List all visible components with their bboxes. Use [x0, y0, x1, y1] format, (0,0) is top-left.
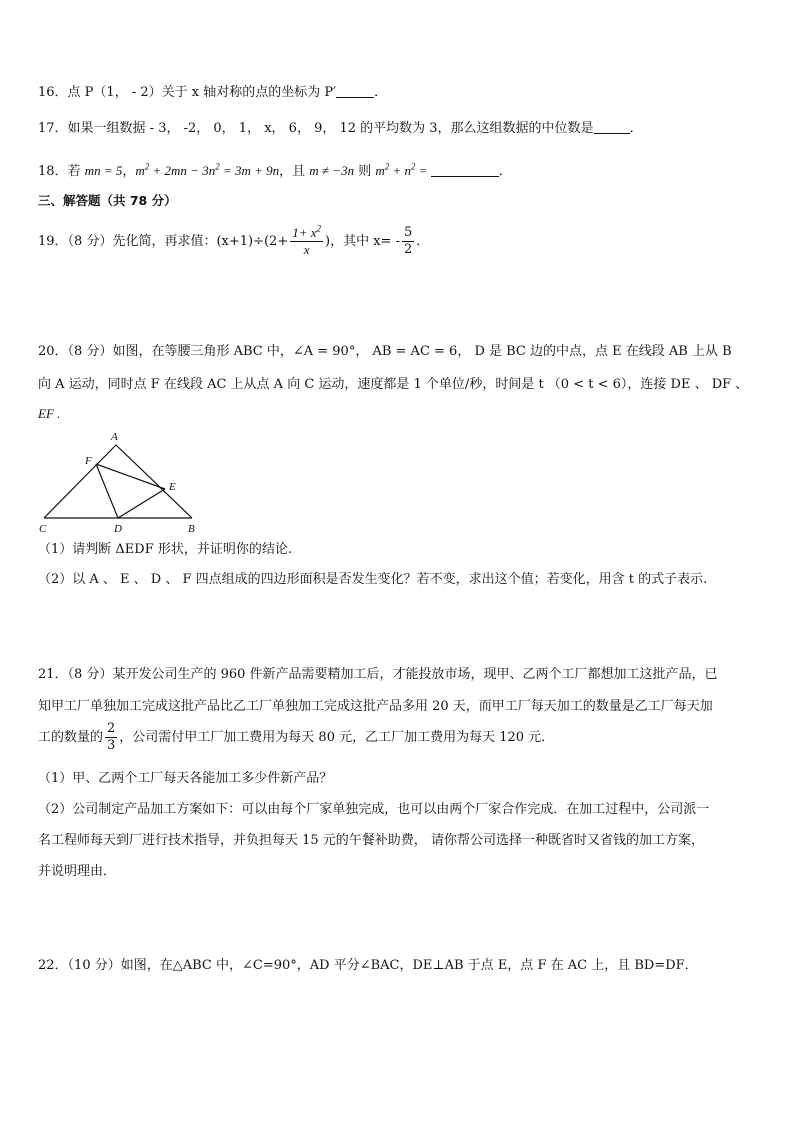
q21-fraction	[105, 721, 117, 754]
q19-frac-num: 1+ x	[292, 225, 317, 240]
edge-CA	[44, 445, 116, 518]
q18-eq2c: = 3m + 9n	[219, 163, 280, 178]
q21-frac-num: 2	[107, 721, 116, 736]
q21-line-1: 21．（8 分）某开发公司生产的 960 件新产品需要精加工后，才能投放市场，现甲、乙两个工厂都想加工这批产品，已	[38, 667, 718, 682]
q18-eq2b: + 2mn − 3n	[149, 163, 216, 178]
q20-sub-1: （1）请判断 ΔEDF 形状，并证明你的结论.	[38, 542, 292, 557]
q19-mid: )，其中 x= -	[325, 234, 400, 249]
segment-EF	[96, 464, 165, 489]
q17-answer-blank	[594, 121, 630, 134]
q22-line-1: 22．（10 分）如图，在△ABC 中，∠C=90°，AD 平分∠BAC，DE⊥AB 于点 E，点 F 在 AC 上，且 BD=DF．	[38, 958, 698, 973]
label-B: B	[188, 523, 195, 535]
q17-tail: ．	[629, 121, 643, 136]
question-19	[38, 224, 429, 260]
label-C: C	[39, 523, 47, 535]
q21-line3-pre: 工的数量的	[38, 730, 104, 745]
edge-AB	[116, 445, 192, 518]
section-3-title: 三、解答题（共 78 分）	[38, 193, 177, 208]
question-17	[38, 120, 643, 138]
q21-sub-2-line-1: （2）公司制定产品加工方案如下：可以由每个厂家单独完成，也可以由两个厂家合作完成．在加工过程中，公司派一	[38, 802, 710, 817]
question-18	[38, 162, 512, 181]
q19-value-fraction	[402, 225, 414, 258]
q18-sep2: ，且	[279, 164, 310, 179]
q21-sub-1: （1）甲、乙两个工厂每天各能加工多少件新产品？	[38, 771, 333, 786]
label-F: F	[85, 455, 92, 467]
q21-sub-2-line-3: 并说明理由．	[38, 864, 117, 879]
q16-text: 16．点 P（1， - 2）关于 x 轴对称的点的坐标为 P′	[38, 85, 337, 100]
q18-answer-blank	[431, 164, 499, 177]
segment-DE	[118, 489, 165, 518]
q18-tail: ．	[498, 164, 512, 179]
q18-prefix: 18．若	[38, 164, 85, 179]
q18-eq4a: m	[375, 163, 385, 178]
q16-tail: ．	[374, 85, 388, 100]
q19-val-den: 2	[403, 242, 413, 257]
q17-text: 17．如果一组数据 - 3， -2， 0， 1， x， 6， 9， 12 的平均数为 3，那么这组数据的中位数是	[38, 121, 594, 136]
q19-prefix: 19．（8 分）先化简，再求值：(x+1)÷(2+	[38, 234, 289, 249]
q20-line-3: EF .	[38, 406, 61, 421]
label-A: A	[111, 431, 118, 443]
q21-line-2: 知甲工厂单独加工完成这批产品比乙工厂单独加工完成这批产品多用 20 天，而甲工厂每天加工的数量是乙工厂每天加	[38, 699, 713, 714]
q18-eq1: mn = 5	[84, 163, 123, 178]
q19-frac-den: x	[303, 242, 310, 257]
q21-frac-den: 3	[107, 738, 116, 753]
q19-fraction: $\frac{1+ x^2}{x}$	[292, 223, 322, 257]
q18-sep1: ，	[122, 164, 136, 179]
triangle-figure	[34, 428, 234, 538]
q20-line-1: 20．（8 分）如图，在等腰三角形 ABC 中，∠A = 90°， AB = AC = 6， D 是 BC 边的中点，点 E 在线段 AB 上从 B	[38, 344, 732, 359]
q18-eq2a: m	[135, 163, 145, 178]
q19-val-num: 5	[403, 225, 413, 240]
q21-sub-2-line-2: 名工程师每天到厂进行技术指导，并负担每天 15 元的午餐补助费， 请你帮公司选择一种既省时又省钱的加工方案，	[38, 833, 704, 848]
q20-line-2: 向 A 运动，同时点 F 在线段 AC 上从点 A 向 C 运动，速度都是 1 个单位/秒，时间是 t （0 < t < 6），连接 DE 、 DF 、	[38, 377, 749, 392]
q18-then: 则	[354, 164, 376, 179]
q21-line3-post: ，公司需付甲工厂加工费用为每天 80 元，乙工厂加工费用为每天 120 元．	[119, 730, 555, 745]
question-16	[38, 84, 387, 102]
q16-answer-blank	[336, 85, 374, 98]
q21-line-3	[38, 719, 554, 757]
q18-eq4: $m^2 + n^2$ =	[375, 161, 431, 178]
q20-sub-2: （2）以 A 、 E 、 D 、 F 四点组成的四边形面积是否发生变化？若不变，求出这个值；若变化，用含 t 的式子表示.	[38, 572, 708, 587]
q18-eq2: $m^2 + 2mn - 3n^2 = 3m + 9n$	[135, 161, 280, 178]
label-D: D	[114, 523, 122, 535]
segment-DF	[96, 464, 118, 518]
q18-eq4c: =	[415, 163, 431, 178]
q18-eq3: m ≠ −3n	[309, 163, 355, 178]
q19-tail: ．	[416, 234, 430, 249]
q18-eq4b: + n	[389, 163, 412, 178]
label-E: E	[169, 481, 176, 493]
